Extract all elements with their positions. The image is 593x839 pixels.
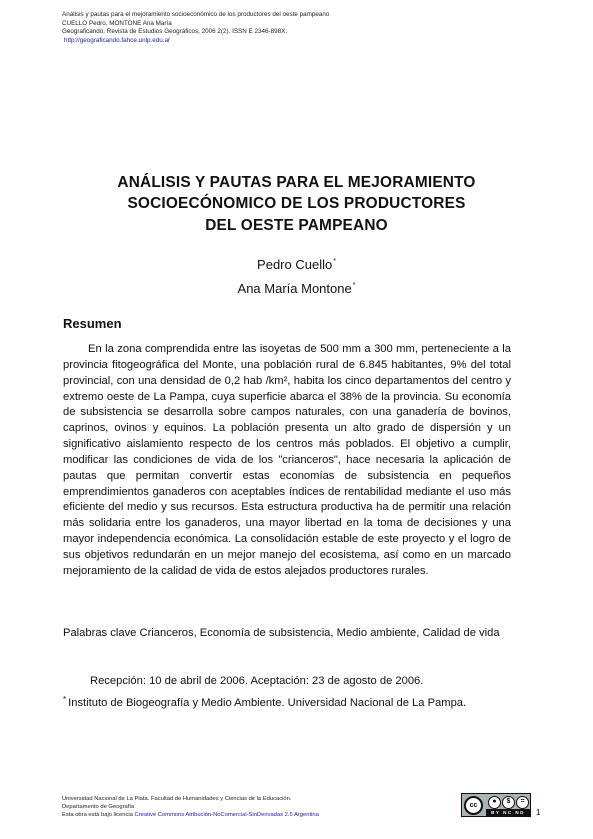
running-header bbox=[62, 11, 329, 45]
keywords-text: Crianceros, Economía de subsistencia, Medio ambiente, Calidad de vida bbox=[139, 627, 500, 639]
author-1-name: Pedro Cuello bbox=[257, 257, 333, 272]
page-footer bbox=[62, 795, 319, 820]
header-authors: CUELLO Pedro, MONTONE Ana María bbox=[62, 19, 172, 27]
badge-strip-text: BY NC ND bbox=[486, 809, 530, 816]
received-dates: Recepción: 10 de abril de 2006. Aceptación: 23 de agosto de 2006. bbox=[90, 675, 424, 687]
header-url-link[interactable]: http://geograficando.fahce.unlp.edu.ar bbox=[64, 36, 171, 44]
noderivatives-icon: = bbox=[516, 796, 529, 809]
creative-commons-badge[interactable] bbox=[461, 793, 531, 817]
noncommercial-icon: $ bbox=[502, 796, 515, 809]
author-1 bbox=[40, 251, 553, 275]
header-article-title: Análisis y pautas para el mejoramiento socioeconómico de los productores del oeste pampeano bbox=[62, 11, 330, 18]
title-line-1: ANÁLISIS Y PAUTAS PARA EL MEJORAMIENTO bbox=[117, 174, 476, 191]
footer-license-line bbox=[62, 811, 319, 819]
title-line-3: DEL OESTE PAMPEANO bbox=[205, 216, 388, 234]
title-line-2: SOCIOECÓNOMICO DE LOS PRODUCTORES bbox=[127, 195, 466, 213]
abstract-paragraph: En la zona comprendida entre las isoyetas de 500 mm a 300 mm, perteneciente a la provincia fitogeográfica del Monte, una población rural de 6.845 habitantes, 9% del total provincial, con una densidad de 0,2 hab /km², habita los cinco departamentos del centro y extremo oeste de La Pampa, cuya superficie abarca el 38% de la provincia. Su economía de subsistencia se desarrolla sobre campos naturales, con una ganadería de bovinos, caprinos, ovinos y equinos. La población presenta un alto grado de dispersión y un significativo aislamiento respecto de los centros más poblados. El objetivo a cumplir, modificar las condiciones de vida de los "crianceros", hace necesaria la aplicación de pautas que permitan convertir estas economías de subsistencia en pequeños emprendimientos ganaderos con aceptables índices de rentabilidad mediante el uso más eficiente del medio y sus recursos. Esta estructura productiva ha de permitir una relación más solidaria entre los ganaderos, una mayor libertad en la toma de decisiones y una mayor independencia económica. La consolidación estable de este proyecto y el logro de sus objetivos redundarán en un mejor manejo del ecosistema, así como en un marcado mejoramiento de la calidad de vida de estos alejados productores rurales. bbox=[63, 343, 511, 577]
author-2 bbox=[40, 275, 553, 299]
author-1-mark: * bbox=[333, 258, 336, 265]
abstract-heading: Resumen bbox=[63, 316, 122, 331]
footnote-mark: * bbox=[63, 695, 67, 704]
attribution-icon: ● bbox=[488, 796, 501, 809]
cc-logo-icon: cc bbox=[464, 796, 483, 815]
footnote-text: Instituto de Biogeografía y Medio Ambiente. Universidad Nacional de La Pampa. bbox=[68, 697, 467, 709]
keywords bbox=[63, 626, 511, 642]
keywords-label: Palabras clave bbox=[63, 627, 137, 639]
author-2-name: Ana María Montone bbox=[237, 281, 352, 296]
article-title bbox=[40, 172, 553, 236]
footer-license-prefix: Esta obra está bajo licencia bbox=[62, 812, 135, 819]
affiliation-footnote bbox=[63, 692, 511, 711]
abstract-body bbox=[63, 342, 511, 580]
author-2-mark: * bbox=[352, 282, 356, 289]
license-link[interactable]: Creative Commons Atribución-NoComercial-SinDerivadas 2.5 Argentina bbox=[134, 812, 319, 819]
header-journal: Geograficando. Revista de Estudios Geográficos, 2006 2(2). ISSN E 2346-898X. bbox=[62, 28, 288, 36]
footer-department: Departamento de Geografía bbox=[62, 804, 135, 811]
footer-institution: Universidad Nacional de La Plata. Facultad de Humanidades y Ciencias de la Educación. bbox=[62, 796, 292, 802]
page-number: 1 bbox=[536, 808, 541, 817]
author-list bbox=[40, 251, 553, 299]
